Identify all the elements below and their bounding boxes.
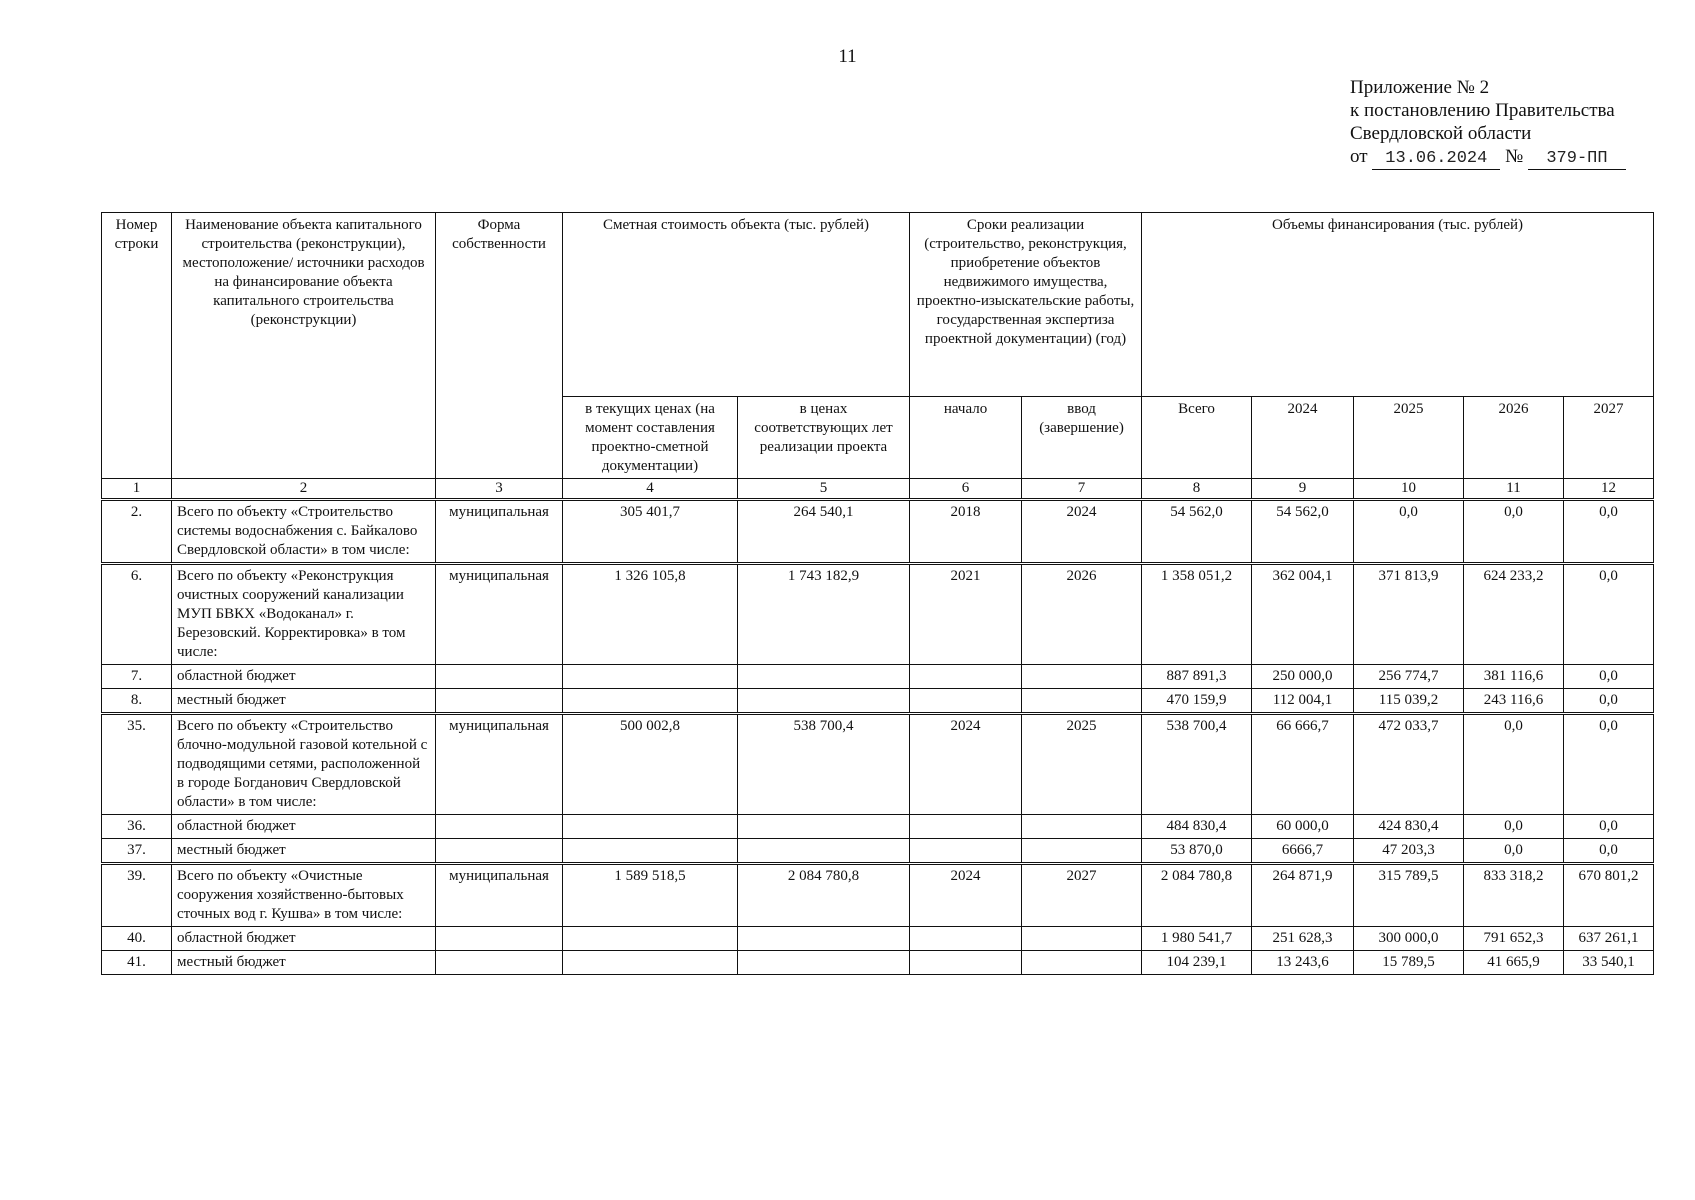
row-number: 41. [102, 951, 172, 975]
row-number: 35. [102, 714, 172, 815]
cost-current [563, 927, 738, 951]
object-name: Всего по объекту «Очистные сооружения хозяйственно-бытовых сточных вод г. Кушва» в том числе: [172, 864, 436, 927]
header-row-number: Номер строки [102, 213, 172, 479]
funding-2024: 13 243,6 [1252, 951, 1354, 975]
funding-2024: 66 666,7 [1252, 714, 1354, 815]
header-implementation-terms: Сроки реализации (строительство, реконструкция, приобретение объектов недвижимого имущества, проектно-изыскательские работы, государственная экспертиза проектной документации) (год) [910, 213, 1142, 397]
table-row [102, 839, 1654, 864]
start-year [910, 927, 1022, 951]
table-row [102, 864, 1654, 927]
funding-2026: 624 233,2 [1464, 564, 1564, 665]
ownership: муниципальная [436, 500, 563, 564]
table-row [102, 927, 1654, 951]
funding-2027: 637 261,1 [1564, 927, 1654, 951]
cost-current [563, 951, 738, 975]
header-cost-current: в текущих ценах (на момент составления проектно-сметной документации) [563, 397, 738, 479]
row-number: 37. [102, 839, 172, 864]
column-number: 11 [1464, 479, 1564, 500]
end-year [1022, 839, 1142, 864]
resolution-date: 13.06.2024 [1372, 149, 1500, 170]
end-year: 2024 [1022, 500, 1142, 564]
funding-total: 1 980 541,7 [1142, 927, 1252, 951]
cost-current [563, 689, 738, 714]
funding-2027: 0,0 [1564, 689, 1654, 714]
funding-2024: 112 004,1 [1252, 689, 1354, 714]
end-year [1022, 689, 1142, 714]
header-object-name: Наименование объекта капитального строительства (реконструкции), местоположение/ источники расходов на финансирование объекта капитального строительства (реконструкции) [172, 213, 436, 479]
funding-total: 104 239,1 [1142, 951, 1252, 975]
start-year [910, 951, 1022, 975]
start-year [910, 839, 1022, 864]
funding-2024: 362 004,1 [1252, 564, 1354, 665]
ownership: муниципальная [436, 864, 563, 927]
funding-2027: 0,0 [1564, 665, 1654, 689]
ownership [436, 927, 563, 951]
header-2025: 2025 [1354, 397, 1464, 479]
funding-2025: 424 830,4 [1354, 815, 1464, 839]
funding-2025: 115 039,2 [1354, 689, 1464, 714]
table-row [102, 815, 1654, 839]
funding-2026: 243 116,6 [1464, 689, 1564, 714]
object-name: областной бюджет [172, 815, 436, 839]
column-number: 12 [1564, 479, 1654, 500]
column-number-row [102, 479, 1654, 500]
funding-2027: 33 540,1 [1564, 951, 1654, 975]
cost-years [738, 839, 910, 864]
funding-total: 2 084 780,8 [1142, 864, 1252, 927]
end-year [1022, 951, 1142, 975]
column-number: 8 [1142, 479, 1252, 500]
cost-years: 264 540,1 [738, 500, 910, 564]
funding-2026: 41 665,9 [1464, 951, 1564, 975]
funding-total: 1 358 051,2 [1142, 564, 1252, 665]
header-start: начало [910, 397, 1022, 479]
table-row [102, 951, 1654, 975]
funding-2026: 0,0 [1464, 500, 1564, 564]
funding-2025: 0,0 [1354, 500, 1464, 564]
funding-2027: 0,0 [1564, 714, 1654, 815]
cost-years [738, 951, 910, 975]
header-cost-years: в ценах соответствующих лет реализации проекта [738, 397, 910, 479]
column-number: 9 [1252, 479, 1354, 500]
object-name: местный бюджет [172, 689, 436, 714]
column-number: 10 [1354, 479, 1464, 500]
funding-2025: 15 789,5 [1354, 951, 1464, 975]
row-number: 8. [102, 689, 172, 714]
cost-current [563, 815, 738, 839]
column-number: 3 [436, 479, 563, 500]
header-end: ввод (завершение) [1022, 397, 1142, 479]
object-name: Всего по объекту «Реконструкция очистных сооружений канализации МУП БВКХ «Водоканал» г. Березовский. Корректировка» в том числе: [172, 564, 436, 665]
funding-2024: 60 000,0 [1252, 815, 1354, 839]
funding-2025: 256 774,7 [1354, 665, 1464, 689]
number-prefix: № [1505, 146, 1524, 167]
funding-total: 484 830,4 [1142, 815, 1252, 839]
ownership [436, 951, 563, 975]
column-number: 4 [563, 479, 738, 500]
object-name: Всего по объекту «Строительство системы водоснабжения с. Байкалово Свердловской области» в том числе: [172, 500, 436, 564]
funding-total: 54 562,0 [1142, 500, 1252, 564]
funding-2026: 381 116,6 [1464, 665, 1564, 689]
funding-2027: 670 801,2 [1564, 864, 1654, 927]
appendix-resolution: к постановлению Правительства [1350, 100, 1615, 121]
header-2027: 2027 [1564, 397, 1654, 479]
column-number: 5 [738, 479, 910, 500]
funding-2025: 371 813,9 [1354, 564, 1464, 665]
row-number: 36. [102, 815, 172, 839]
funding-2024: 264 871,9 [1252, 864, 1354, 927]
header-total: Всего [1142, 397, 1252, 479]
funding-2024: 250 000,0 [1252, 665, 1354, 689]
funding-2026: 791 652,3 [1464, 927, 1564, 951]
end-year: 2026 [1022, 564, 1142, 665]
table-row [102, 500, 1654, 564]
cost-years [738, 665, 910, 689]
funding-2024: 54 562,0 [1252, 500, 1354, 564]
funding-2025: 300 000,0 [1354, 927, 1464, 951]
row-number: 39. [102, 864, 172, 927]
header-estimated-cost: Сметная стоимость объекта (тыс. рублей) [563, 213, 910, 397]
end-year [1022, 665, 1142, 689]
ownership: муниципальная [436, 564, 563, 665]
object-name: областной бюджет [172, 665, 436, 689]
funding-2027: 0,0 [1564, 839, 1654, 864]
cost-current: 500 002,8 [563, 714, 738, 815]
row-number: 2. [102, 500, 172, 564]
header-funding-volumes: Объемы финансирования (тыс. рублей) [1142, 213, 1654, 397]
start-year: 2018 [910, 500, 1022, 564]
funding-2026: 0,0 [1464, 815, 1564, 839]
column-number: 7 [1022, 479, 1142, 500]
appendix-date-line [1350, 145, 1626, 170]
cost-years: 538 700,4 [738, 714, 910, 815]
funding-2026: 0,0 [1464, 714, 1564, 815]
table-row [102, 564, 1654, 665]
ownership [436, 665, 563, 689]
object-name: местный бюджет [172, 951, 436, 975]
funding-total: 53 870,0 [1142, 839, 1252, 864]
funding-total: 470 159,9 [1142, 689, 1252, 714]
resolution-number: 379-ПП [1528, 149, 1626, 170]
date-prefix: от [1350, 146, 1368, 167]
start-year [910, 665, 1022, 689]
table-row [102, 689, 1654, 714]
funding-total: 538 700,4 [1142, 714, 1252, 815]
column-number: 2 [172, 479, 436, 500]
funding-total: 887 891,3 [1142, 665, 1252, 689]
cost-current [563, 665, 738, 689]
table-row [102, 714, 1654, 815]
object-name: Всего по объекту «Строительство блочно-модульной газовой котельной с подводящими сетями, расположенной в городе Богданович Свердловской области» в том числе: [172, 714, 436, 815]
appendix-block [1350, 76, 1626, 170]
object-name: областной бюджет [172, 927, 436, 951]
cost-years [738, 689, 910, 714]
cost-years [738, 927, 910, 951]
cost-years: 1 743 182,9 [738, 564, 910, 665]
end-year: 2025 [1022, 714, 1142, 815]
start-year [910, 689, 1022, 714]
financing-table [101, 212, 1654, 975]
funding-2026: 0,0 [1464, 839, 1564, 864]
funding-2027: 0,0 [1564, 815, 1654, 839]
appendix-region: Свердловской области [1350, 123, 1532, 144]
funding-2025: 47 203,3 [1354, 839, 1464, 864]
table-row [102, 665, 1654, 689]
row-number: 40. [102, 927, 172, 951]
cost-current [563, 839, 738, 864]
end-year: 2027 [1022, 864, 1142, 927]
end-year [1022, 927, 1142, 951]
cost-years: 2 084 780,8 [738, 864, 910, 927]
funding-2024: 6666,7 [1252, 839, 1354, 864]
object-name: местный бюджет [172, 839, 436, 864]
funding-2025: 472 033,7 [1354, 714, 1464, 815]
cost-current: 305 401,7 [563, 500, 738, 564]
column-number: 6 [910, 479, 1022, 500]
funding-2027: 0,0 [1564, 500, 1654, 564]
cost-years [738, 815, 910, 839]
cost-current: 1 589 518,5 [563, 864, 738, 927]
header-2026: 2026 [1464, 397, 1564, 479]
start-year [910, 815, 1022, 839]
end-year [1022, 815, 1142, 839]
column-number: 1 [102, 479, 172, 500]
ownership [436, 815, 563, 839]
row-number: 6. [102, 564, 172, 665]
start-year: 2021 [910, 564, 1022, 665]
header-ownership: Форма собственности [436, 213, 563, 479]
funding-2027: 0,0 [1564, 564, 1654, 665]
header-2024: 2024 [1252, 397, 1354, 479]
funding-2024: 251 628,3 [1252, 927, 1354, 951]
ownership: муниципальная [436, 714, 563, 815]
start-year: 2024 [910, 714, 1022, 815]
funding-2025: 315 789,5 [1354, 864, 1464, 927]
ownership [436, 839, 563, 864]
funding-2026: 833 318,2 [1464, 864, 1564, 927]
cost-current: 1 326 105,8 [563, 564, 738, 665]
start-year: 2024 [910, 864, 1022, 927]
page-number: 11 [838, 46, 857, 67]
appendix-title: Приложение № 2 [1350, 77, 1490, 98]
row-number: 7. [102, 665, 172, 689]
ownership [436, 689, 563, 714]
